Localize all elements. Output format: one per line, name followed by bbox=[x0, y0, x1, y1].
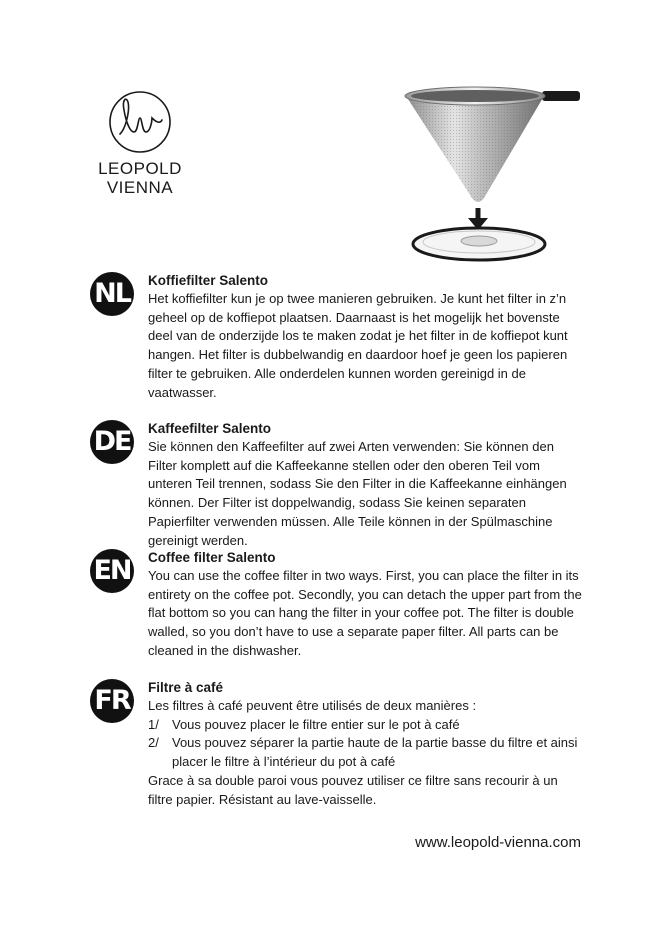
logo-text-line1: LEOPOLD bbox=[98, 159, 182, 178]
section-de bbox=[90, 420, 590, 548]
section-en bbox=[90, 549, 590, 661]
list-item bbox=[148, 734, 584, 771]
list-item-number: 2/ bbox=[148, 735, 159, 751]
brand-logo bbox=[90, 88, 190, 203]
section-body-de: Sie können den Kaffeefilter auf zwei Arten verwenden: Sie können den Filter komplett auf die Kaffeekanne stellen oder den oberen Teil vom unteren Teil trennen, sodass Sie den Filter in die Kaffeekanne einhängen können. Der Filter ist doppelwandig, sodass Sie keinen separaten Papierfilter verwenden müssen. Alle Teile können in der Spülmaschine gereinigt werden. bbox=[148, 439, 567, 548]
section-title-fr: Filtre à café bbox=[148, 680, 224, 695]
section-body-en: You can use the coffee filter in two ways. First, you can place the filter in its entirety on the coffee pot. Secondly, you can detach the upper part from the flat bottom so you can hang the filter in your coffee pot. The filter is double walled, so you don’t have to use a separate paper filter. All parts can be cleaned in the dishwasher. bbox=[148, 568, 582, 658]
section-fr bbox=[90, 679, 590, 809]
section-body-nl: Het koffiefilter kun je op twee manieren gebruiken. Je kunt het filter in z’n geheel op de koffiepot plaatsen. Daarnaast is het mogelijk het bovenste deel van de onderzijde los te maken zodat je het filter in de koffiepot kunt hangen. Het filter is dubbelwandig en daardoor hoef je geen los papieren filter te gebruiken. Alle onderdelen kunnen worden gereinigd in de vaatwasser. bbox=[148, 291, 568, 400]
section-intro-fr: Les filtres à café peuvent être utilisés de deux manières : bbox=[148, 698, 477, 713]
language-badge-de: DE bbox=[90, 420, 134, 464]
section-list-fr bbox=[148, 716, 584, 772]
section-nl bbox=[90, 272, 590, 404]
list-item-text: Vous pouvez séparer la partie haute de la partie basse du filtre et ainsi placer le filtre à l’intérieur du pot à café bbox=[172, 735, 578, 770]
coffee-filter-illustration bbox=[398, 78, 588, 268]
language-badge-nl: NL bbox=[90, 272, 134, 316]
list-item bbox=[148, 716, 584, 735]
section-title-nl: Koffiefilter Salento bbox=[148, 273, 269, 288]
list-item-text: Vous pouvez placer le filtre entier sur le pot à café bbox=[172, 716, 460, 732]
list-item-number: 1/ bbox=[148, 716, 159, 732]
language-badge-en: EN bbox=[90, 549, 134, 593]
logo-text-line2: VIENNA bbox=[106, 178, 174, 197]
section-title-de: Kaffeefilter Salento bbox=[148, 421, 272, 436]
section-outro-fr: Grace à sa double paroi vous pouvez utiliser ce filtre sans recourir à un filtre papier. Résistant au lave-vaisselle. bbox=[148, 772, 558, 807]
section-title-en: Coffee filter Salento bbox=[148, 550, 276, 565]
language-badge-fr: FR bbox=[90, 679, 134, 723]
logo-monogram-icon bbox=[100, 88, 180, 158]
website-link[interactable]: www.leopold-vienna.com bbox=[415, 834, 581, 851]
